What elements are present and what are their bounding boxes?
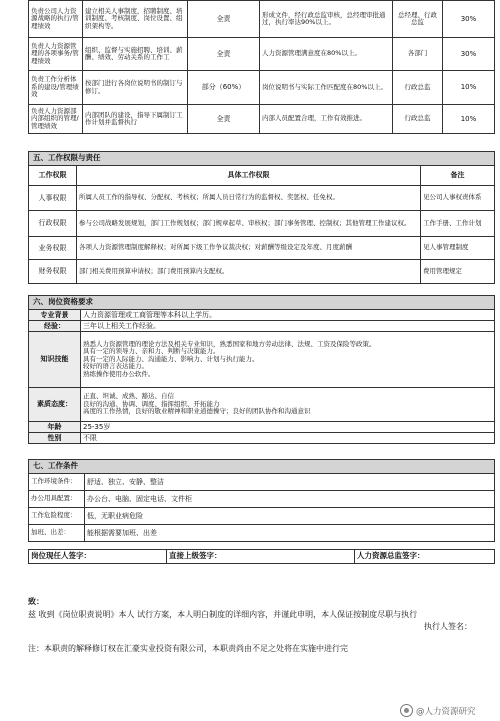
authority-desc: 各项人力资源管理制度解释权；对所属下级工作争议裁决权；对薪酬等级设定及年度、月度薪酬 — [77, 237, 421, 260]
major-value: 人力资源管理或工商管理等本科以上学历。 — [81, 310, 495, 321]
authority-desc: 部门相关费用预算申请权；部门费用预算内支配权。 — [77, 260, 421, 284]
skills-label: 知识技能 — [29, 332, 81, 388]
authority-table — [28, 151, 495, 284]
authority-section-title: 五、工作权限与责任 — [29, 152, 495, 166]
duty-standard: 建立相关人事制度，招聘制度、培训制度、考核制度、岗位设置、组织架构等。 — [83, 1, 188, 38]
authority-type: 财务权限 — [29, 260, 77, 284]
condition-row — [29, 474, 495, 491]
duty-weight: 30% — [443, 38, 495, 71]
authority-header-note: 备注 — [421, 166, 495, 186]
duty-deliverable: 形成文件，经行政总监审核，总经理审批通过，执行率达90%以上。 — [260, 1, 393, 38]
footer-note: 注：本职责的解释修订权在汇豪实业投资有限公司，本职责尚由不足之处将在实施中进行完 — [28, 644, 348, 653]
duty-content: 负责工作分析体系的建设/管理绩效 — [29, 71, 83, 105]
condition-row — [29, 508, 495, 525]
condition-value: 低，无职业病危险 — [85, 508, 495, 525]
duty-deliverable: 人力资源管理满意度在80%以上。 — [260, 38, 393, 71]
authority-type: 人事权限 — [29, 186, 77, 211]
quality-item: 良好的沟通、协调、调度、指挥组织、开拓能力 — [83, 399, 220, 408]
duty-reviewer: 总经理、行政总监 — [393, 1, 443, 38]
gender-value: 不限 — [81, 433, 495, 444]
skill-item: 具有一定的领导力、亲和力、判断与决策能力。 — [83, 347, 220, 356]
duty-deliverable: 岗位说明书与实际工作匹配度在80%以上。 — [260, 71, 393, 105]
duty-row — [29, 71, 495, 105]
gender-label: 性别 — [29, 433, 81, 444]
skill-item: 熟练操作使用办公软件。 — [83, 369, 155, 378]
signature-table — [28, 549, 495, 564]
authority-desc: 所属人员工作的指导权、分配权、考核权；所属人员日常行为的监督权、奖惩权、任免权。 — [77, 186, 421, 211]
authority-note: 工作手册、工作计划 — [421, 211, 495, 237]
age-label: 年龄 — [29, 422, 81, 433]
duty-standard: 按部门进行各岗位说明书的制订与修订。 — [83, 71, 188, 105]
condition-value: 办公台、电脑、固定电话、文件柜 — [85, 491, 495, 508]
condition-label: 工作危险程度： — [29, 508, 85, 525]
authority-row — [29, 260, 495, 284]
quality-label: 素质态度： — [29, 388, 81, 422]
duty-weight: 10% — [443, 71, 495, 105]
authority-desc: 参与公司战略发展规划，部门工作规划权；部门规章起草、审核权；部门事务管理、控制权；其他管理工作建议权。 — [77, 211, 421, 237]
authority-type: 业务权限 — [29, 237, 77, 260]
condition-row — [29, 491, 495, 508]
duty-reviewer: 行政总监 — [393, 105, 443, 134]
duty-weight: 30% — [443, 1, 495, 38]
watermark — [400, 704, 476, 717]
holder-signature-field[interactable]: 岗位现任人签字： — [29, 550, 167, 564]
authority-header-type: 工作权限 — [29, 166, 77, 186]
authority-row — [29, 186, 495, 211]
duty-authority: 全责 — [188, 105, 260, 134]
qualification-section-title: 六、岗位资格要求 — [29, 296, 495, 310]
duty-row — [29, 105, 495, 134]
condition-label: 办公用具配置： — [29, 491, 85, 508]
duty-reviewer: 各部门 — [393, 38, 443, 71]
conditions-section-title: 七、工作条件 — [29, 460, 495, 474]
duty-row — [29, 38, 495, 71]
major-label: 专业背景 — [29, 310, 81, 321]
experience-value: 三年以上相关工作经验。 — [81, 321, 495, 332]
condition-label: 加班、出差： — [29, 525, 85, 542]
quality-list — [81, 388, 495, 422]
footer-salutation: 致： — [28, 597, 44, 606]
duty-weight: 10% — [443, 105, 495, 134]
condition-label: 工作环境条件： — [29, 474, 85, 491]
qualification-table — [28, 295, 495, 444]
conditions-table — [28, 459, 495, 542]
hr-director-signature-field[interactable]: 人力资源总监签字： — [355, 550, 495, 564]
skill-item: 较好的语言表达能力。 — [83, 362, 148, 371]
authority-row — [29, 211, 495, 237]
duty-authority: 全责 — [188, 1, 260, 38]
authority-note: 费用管理规定 — [421, 260, 495, 284]
quality-item: 正直、坦诚、成熟、豁达、自信 — [83, 392, 174, 401]
duty-content: 负责人力资源部内部组织的管理/管理绩效 — [29, 105, 83, 134]
authority-header-desc: 具体工作权限 — [77, 166, 421, 186]
duty-authority: 部分（60%） — [188, 71, 260, 105]
duty-deliverable: 内部人员配置合理，工作有效推进。 — [260, 105, 393, 134]
duty-row — [29, 1, 495, 38]
duty-standard: 组织、监督与实施招聘、培训、薪酬、绩效、劳动关系的工作工 — [83, 38, 188, 71]
footer-statement: 兹 收到《岗位职责说明》本人 试行方案，本人明白制度的详细内容，并谨此申明，本人保证按制度尽职与执行 — [28, 610, 418, 619]
footer-sign-line: 执行人签名： — [424, 622, 472, 631]
duty-reviewer: 行政总监 — [393, 71, 443, 105]
skill-item: 熟悉人力资源管理的理论方法及相关专业知识，熟悉国家和地方劳动法律、法规、工资及保险等政策。 — [83, 339, 376, 348]
duty-content: 负责人力资源管理的各项事务/管理绩效 — [29, 38, 83, 71]
duty-authority: 全责 — [188, 38, 260, 71]
duties-table — [28, 0, 495, 134]
skills-list — [81, 332, 495, 388]
condition-row — [29, 525, 495, 542]
duty-content: 负责公司人力资源战略的执行/管理绩效 — [29, 1, 83, 38]
quality-item: 高度的工作热情，良好的敬业精神和职业道德操守；良好的团队协作和沟通意识 — [83, 407, 311, 416]
authority-type: 行政权限 — [29, 211, 77, 237]
authority-note: 见人事管理制度 — [421, 237, 495, 260]
condition-value: 能根据需要加班、出差 — [85, 525, 495, 542]
skill-item: 具有一定的人际能力、沟通能力、影响力、计划与执行能力。 — [83, 354, 259, 363]
experience-label: 经验： — [29, 321, 81, 332]
supervisor-signature-field[interactable]: 直接上级签字： — [167, 550, 355, 564]
condition-value: 舒适、独立、安静、整洁 — [85, 474, 495, 491]
duty-standard: 内部团队的建设，指导下属制订工作计划并监督执行 — [83, 105, 188, 134]
age-value: 25-35岁 — [81, 422, 495, 433]
authority-note: 见公司人事权责体系 — [421, 186, 495, 211]
watermark-text: @人力资源研究 — [416, 706, 476, 717]
authority-row — [29, 237, 495, 260]
weibo-logo-icon — [400, 704, 413, 717]
